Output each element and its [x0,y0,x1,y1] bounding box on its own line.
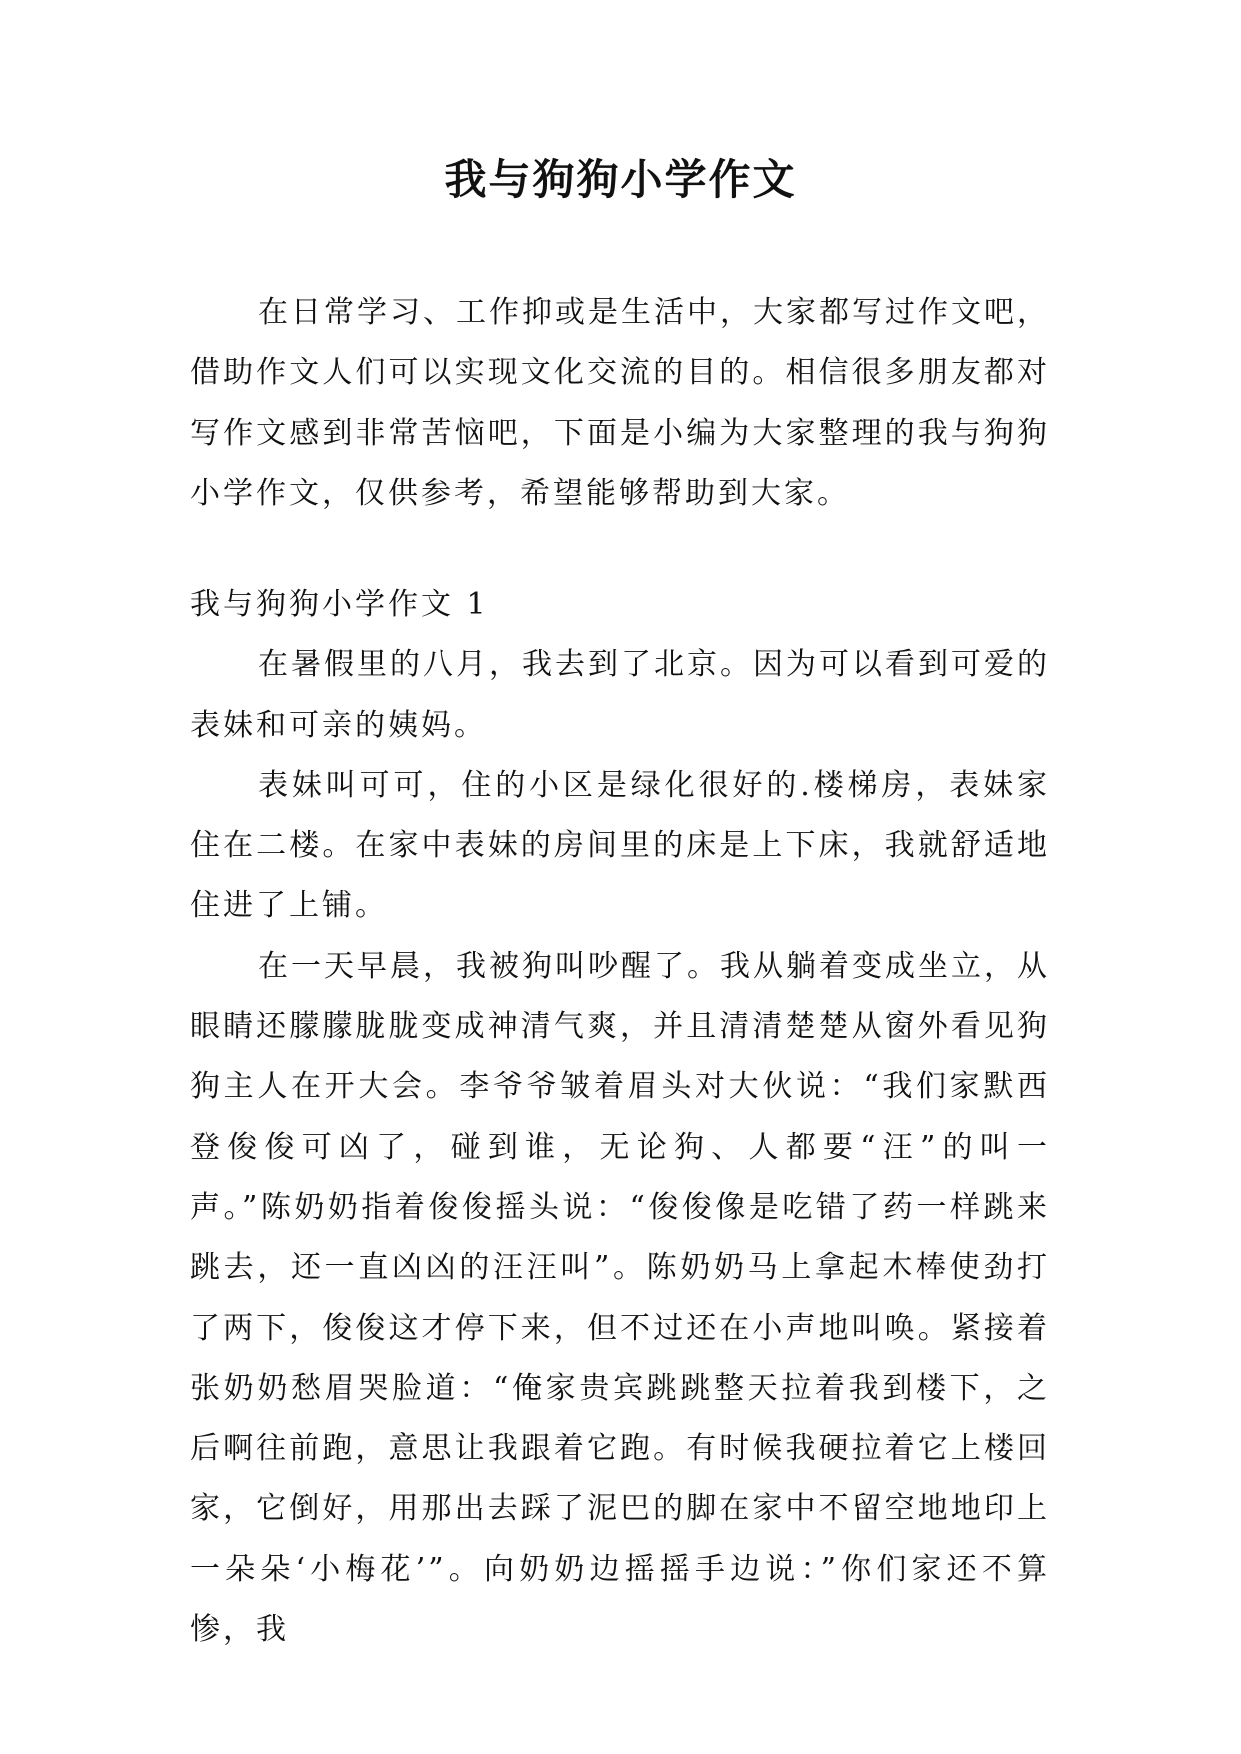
document-title: 我与狗狗小学作文 [444,155,797,204]
section-paragraph-2: 表妹叫可可，住的小区是绿化很好的.楼梯房，表妹家住在二楼。在家中表妹的房间里的床是上下床，我就舒适地住进了上铺。 [190,767,1050,924]
section-paragraph-3: 在一天早晨，我被狗叫吵醒了。我从躺着变成坐立，从眼睛还朦朦胧胧变成神清气爽，并且清清楚楚从窗外看见狗狗主人在开大会。李爷爷皱着眉头对大伙说：“我们家默西登俊俊可凶了，碰到谁，无论狗、人都要“汪”的叫一声。”陈奶奶指着俊俊摇头说：“俊俊像是吃错了药一样跳来跳去，还一直凶凶的汪汪叫”。陈奶奶马上拿起木棒使劲打了两下，俊俊这才停下来，但不过还在小声地叫唤。紧接着张奶奶愁眉哭脸道：“俺家贵宾跳跳整天拉着我到楼下，之后啊往前跑，意思让我跟着它跑。有时候我硬拉着它上楼回家，它倒好，用那出去踩了泥巴的脚在家中不留空地地印上一朵朵‘小梅花’”。向奶奶边摇摇手边说：”你们家还不算惨，我 [190,948,1050,1648]
essay-section-1 [190,575,1050,1660]
section-heading: 我与狗狗小学作文 1 [190,587,489,622]
section-paragraph-1: 在暑假里的八月，我去到了北京。因为可以看到可爱的表妹和可亲的姨妈。 [190,647,1050,743]
intro-paragraph: 在日常学习、工作抑或是生活中，大家都写过作文吧，借助作文人们可以实现文化交流的目的。相信很多朋友都对写作文感到非常苦恼吧，下面是小编为大家整理的我与狗狗小学作文，仅供参考，希望能够帮助到大家。 [190,295,1050,511]
